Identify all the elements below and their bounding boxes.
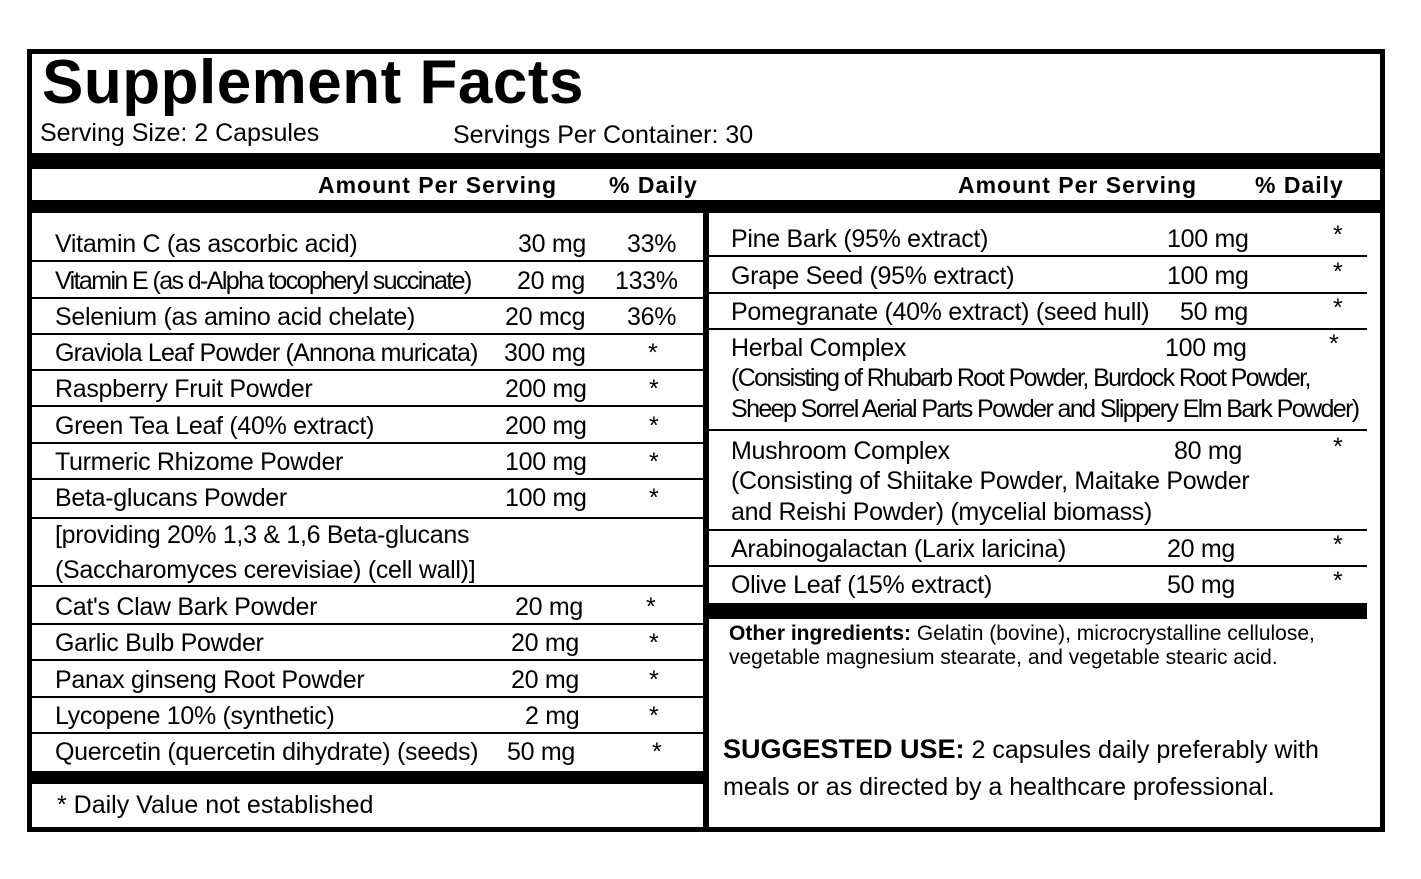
row-rule	[709, 255, 1367, 257]
nutrient-daily: 33%	[627, 230, 677, 258]
nutrient-name: Lycopene 10% (synthetic)	[55, 702, 335, 730]
footnote: * Daily Value not established	[57, 791, 374, 819]
row-rule	[32, 585, 703, 587]
nutrient-daily: *	[649, 412, 659, 440]
table-row	[709, 221, 1367, 257]
nutrient-name: Vitamin E (as d-Alpha tocopheryl succinate)	[55, 267, 471, 295]
nutrient-daily: *	[649, 375, 659, 403]
nutrient-daily: *	[649, 666, 659, 694]
thick-divider-right	[709, 603, 1367, 619]
nutrient-daily: *	[1329, 330, 1339, 358]
nutrient-amount: 20 mg	[517, 267, 585, 295]
table-row	[709, 258, 1367, 294]
table-row	[32, 589, 703, 625]
nutrient-amount: 100 mg	[1165, 334, 1247, 362]
mushroom-complex-detail: and Reishi Powder) (mycelial biomass)	[731, 498, 1152, 526]
table-row	[32, 263, 703, 299]
nutrient-daily: 36%	[627, 303, 677, 331]
nutrient-amount: 20 mg	[511, 666, 579, 694]
nutrient-daily: *	[649, 448, 659, 476]
nutrient-name: Grape Seed (95% extract)	[731, 262, 1015, 290]
nutrient-name: Raspberry Fruit Powder	[55, 375, 313, 403]
serving-size: Serving Size: 2 Capsules	[40, 119, 320, 147]
nutrient-amount: 30 mg	[518, 230, 586, 258]
suggested-use-label: SUGGESTED USE:	[723, 734, 965, 764]
other-ingredients	[729, 622, 1349, 670]
nutrient-name: Herbal Complex	[731, 334, 907, 362]
suggested-use-text: 2 capsules daily preferably with meals or as directed by a healthcare professional.	[723, 736, 1319, 801]
thick-divider-top	[30, 153, 1382, 169]
nutrient-name: Graviola Leaf Powder (Annona muricata)	[55, 339, 478, 367]
nutrient-amount: 20 mg	[1167, 535, 1235, 563]
table-row	[32, 335, 703, 371]
thick-divider-header	[30, 200, 1382, 213]
nutrient-amount: 300 mg	[504, 339, 586, 367]
table-row	[32, 226, 703, 262]
nutrient-daily: *	[1333, 258, 1343, 286]
nutrient-amount: 100 mg	[1167, 225, 1249, 253]
nutrient-daily: *	[1333, 294, 1343, 322]
header-left-amount: Amount Per Serving	[318, 172, 558, 198]
beta-glucans-detail: [providing 20% 1,3 & 1,6 Beta-glucans	[55, 521, 470, 549]
panel-title: Supplement Facts	[42, 48, 584, 117]
nutrient-daily: *	[1333, 221, 1343, 249]
table-row	[709, 433, 1367, 531]
table-row	[32, 480, 703, 587]
suggested-use	[723, 731, 1373, 806]
table-row	[709, 531, 1367, 567]
nutrient-name: Olive Leaf (15% extract)	[731, 571, 992, 599]
nutrient-daily: *	[649, 629, 659, 657]
beta-glucans-detail: (Saccharomyces cerevisiae) (cell wall)]	[55, 556, 476, 584]
nutrient-amount: 50 mg	[507, 738, 575, 766]
other-ingredients-text: Gelatin (bovine), microcrystalline cellulose, vegetable magnesium stearate, and vegetable stearic acid.	[729, 622, 1315, 669]
nutrient-name: Green Tea Leaf (40% extract)	[55, 412, 375, 440]
table-row	[709, 330, 1367, 431]
nutrient-amount: 20 mg	[515, 593, 583, 621]
header-right-daily: % Daily	[1255, 172, 1344, 198]
table-row	[32, 444, 703, 480]
nutrient-amount: 100 mg	[1167, 262, 1249, 290]
nutrient-name: Pine Bark (95% extract)	[731, 225, 989, 253]
table-row	[709, 567, 1367, 603]
table-row	[32, 662, 703, 698]
nutrient-amount: 2 mg	[525, 702, 580, 730]
servings-per-container: Servings Per Container: 30	[453, 121, 754, 149]
nutrient-name: Cat's Claw Bark Powder	[55, 593, 318, 621]
nutrient-amount: 100 mg	[505, 484, 587, 512]
nutrient-amount: 200 mg	[505, 412, 587, 440]
nutrient-amount: 50 mg	[1180, 298, 1248, 326]
row-rule	[32, 405, 703, 407]
nutrient-daily: *	[648, 339, 658, 367]
table-row	[32, 734, 703, 770]
table-row	[32, 698, 703, 734]
header-left-daily: % Daily	[609, 172, 698, 198]
thick-divider-footnote	[32, 771, 703, 784]
row-rule	[32, 659, 703, 661]
row-rule	[32, 260, 703, 262]
nutrient-name: Beta-glucans Powder	[55, 484, 287, 512]
nutrient-name: Garlic Bulb Powder	[55, 629, 264, 657]
table-row	[32, 408, 703, 444]
nutrient-name: Panax ginseng Root Powder	[55, 666, 365, 694]
nutrient-daily: 133%	[615, 267, 678, 295]
nutrient-name: Vitamin C (as ascorbic acid)	[55, 230, 358, 258]
nutrient-name: Turmeric Rhizome Powder	[55, 448, 344, 476]
nutrient-amount: 50 mg	[1167, 571, 1235, 599]
nutrient-daily: *	[1333, 567, 1343, 595]
nutrient-daily: *	[649, 702, 659, 730]
header-right-amount: Amount Per Serving	[958, 172, 1198, 198]
nutrient-amount: 80 mg	[1174, 437, 1242, 465]
table-row	[32, 625, 703, 661]
nutrient-daily: *	[646, 593, 656, 621]
other-ingredients-label: Other ingredients:	[729, 622, 912, 645]
nutrient-daily: *	[649, 484, 659, 512]
herbal-complex-detail: Sheep Sorrel Aerial Parts Powder and Slippery Elm Bark Powder)	[731, 395, 1359, 423]
nutrient-name: Selenium (as amino acid chelate)	[55, 303, 416, 331]
nutrient-amount: 100 mg	[505, 448, 587, 476]
table-row	[709, 294, 1367, 330]
row-rule	[709, 429, 1367, 431]
nutrient-daily: *	[652, 738, 662, 766]
nutrient-name: Arabinogalactan (Larix laricina)	[731, 535, 1067, 563]
nutrient-name: Pomegranate (40% extract) (seed hull)	[731, 298, 1150, 326]
mushroom-complex-detail: (Consisting of Shiitake Powder, Maitake Powder	[731, 467, 1250, 495]
nutrient-name: Quercetin (quercetin dihydrate) (seeds)	[55, 738, 479, 766]
nutrient-amount: 20 mg	[511, 629, 579, 657]
nutrient-amount: 20 mcg	[505, 303, 586, 331]
table-row	[32, 299, 703, 335]
herbal-complex-detail: (Consisting of Rhubarb Root Powder, Burdock Root Powder,	[731, 364, 1310, 392]
nutrient-daily: *	[1333, 531, 1343, 559]
nutrient-name: Mushroom Complex	[731, 437, 950, 465]
nutrient-daily: *	[1333, 433, 1343, 461]
nutrient-amount: 200 mg	[505, 375, 587, 403]
table-row	[32, 371, 703, 407]
